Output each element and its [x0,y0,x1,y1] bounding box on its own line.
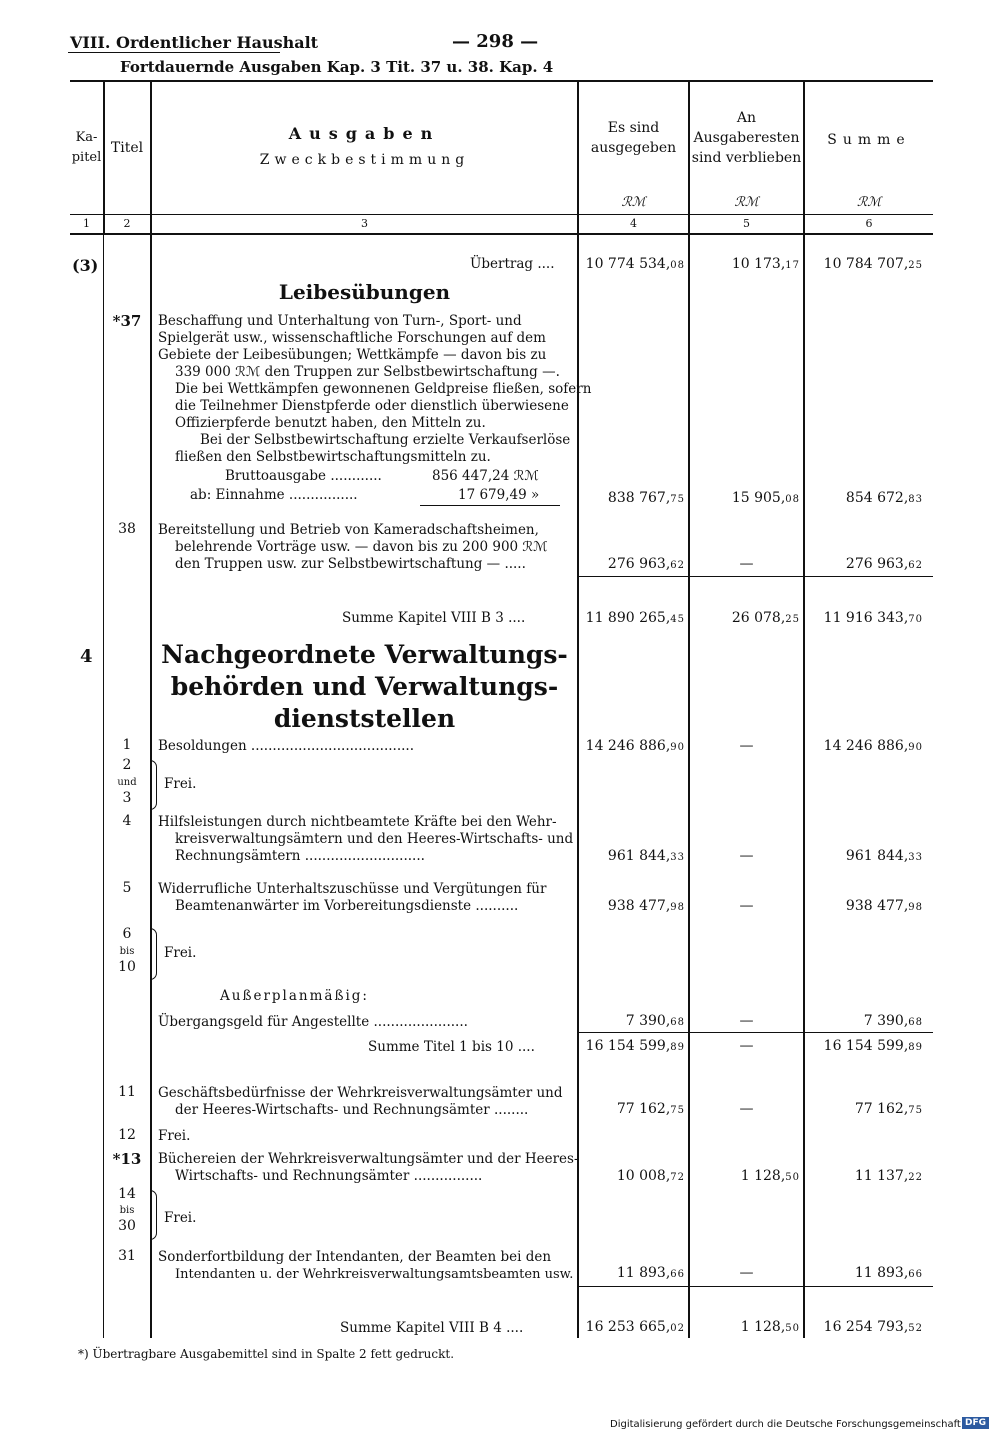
summe3-col4: 11 890 265,45 [585,610,685,626]
unit-col4: ℛℳ [621,195,646,210]
titel-11: 11 [118,1084,136,1100]
titel-2: 2 [122,757,132,773]
summe-t1-10-col6: 16 154 599,89 [823,1038,923,1054]
header-kapitel: Ka- pitel [71,130,102,165]
summe-t1-10-col4: 16 154 599,89 [585,1038,685,1054]
frei-2-3: Frei. [164,776,197,792]
t13-line-1: Büchereien der Wehrkreisverwaltungsämter und der Heeres- [158,1151,579,1167]
t37-col4: 838 767,75 [607,490,685,506]
brace-14-30 [150,1190,157,1240]
colnum-5: 5 [743,217,750,230]
header-zweck: Zweckbestimmung [259,152,470,168]
titel-10: 10 [118,959,136,975]
dfg-logo: DFG [962,1417,989,1429]
t4-col6: 961 844,33 [845,848,923,864]
t38-line-1: Bereitstellung und Betrieb von Kameradschaftsheimen, [158,522,539,538]
summe4-col5: 1 128,50 [740,1319,800,1335]
t37-line-9: fließen den Selbstbewirtschaftungsmitteln zu. [175,449,491,465]
sum3-rule [577,576,933,577]
summe4-col4: 16 253 665,02 [585,1319,685,1335]
t4-col5: — [739,848,754,864]
t5-col6: 938 477,98 [845,898,923,914]
t11-line-1: Geschäftsbedürfnisse der Wehrkreisverwaltungsämter und [158,1085,563,1101]
t11-line-2: der Heeres-Wirtschafts- und Rechnungsämter ........ [175,1102,529,1118]
t37-line-3: Gebiete der Leibesübungen; Wettkämpfe — davon bis zu [158,347,547,363]
colnum-3: 3 [361,217,368,230]
uebergang-col4: 7 390,68 [625,1013,685,1029]
brace-2-3 [150,760,157,810]
t1-col5: — [739,738,754,754]
t4-col4: 961 844,33 [607,848,685,864]
t38-col6: 276 963,62 [845,556,923,572]
frei-6-10: Frei. [164,945,197,961]
running-head-left: VIII. Ordentlicher Haushalt [70,33,319,52]
t11-col4: 77 162,75 [616,1101,685,1117]
brace-6-10 [150,928,157,980]
t31-line-2: Intendanten u. der Wehrkreisverwaltungsamtsbeamten usw. [175,1267,574,1282]
colnum-2: 2 [123,217,131,230]
colnum-1: 1 [83,217,90,230]
titel-31: 31 [118,1248,136,1264]
t13-col6: 11 137,22 [854,1168,923,1184]
einnahme-label: ab: Einnahme ................ [190,487,358,503]
einnahme-value: 17 679,49 » [458,487,540,503]
t31-col4: 11 893,66 [616,1265,685,1281]
t37-col5: 15 905,08 [731,490,800,506]
footnote: *) Übertragbare Ausgabemittel sind in Spalte 2 fett gedruckt. [78,1347,455,1361]
titel-13: *13 [112,1150,142,1168]
t5-line-1: Widerrufliche Unterhaltszuschüsse und Vergütungen für [158,881,547,897]
header-col5: An Ausgaberesten sind verblieben [691,110,802,166]
running-head-sub: Fortdauernde Ausgaben Kap. 3 Tit. 37 u. 38. Kap. 4 [120,58,554,76]
t5-col4: 938 477,98 [607,898,685,914]
dfg-credit: Digitalisierung gefördert durch die Deutsche Forschungsgemeinschaft [610,1419,961,1430]
t31-col5: — [739,1265,754,1281]
colnum-6: 6 [865,217,873,230]
titel-30: 30 [118,1218,136,1234]
summe-titel-rule [577,1032,933,1033]
sum4-rule [577,1286,933,1287]
brutto-label: Bruttoausgabe ............ [225,468,382,484]
section-nachgeordnete-2: behörden und Verwaltungs- [170,672,559,701]
titel-6: 6 [122,926,132,942]
t5-col5: — [739,898,754,914]
header-col6: Summe [827,132,911,148]
header-ausgaben: Ausgaben [288,124,441,143]
section-nachgeordnete-1: Nachgeordnete Verwaltungs- [161,640,568,669]
header-titel: Titel [110,140,144,156]
titel-bis-14-30: bis [119,1205,135,1216]
t38-line-2: belehrende Vorträge usw. — davon bis zu 200 900 ℛℳ [175,539,548,555]
t1-text: Besoldungen ...................................... [158,738,414,754]
uebergang-col5: — [739,1013,754,1029]
t31-col6: 11 893,66 [854,1265,923,1281]
unit-col6: ℛℳ [856,195,882,210]
t37-line-2: Spielgerät usw., wissenschaftliche Forschungen auf dem [158,330,546,346]
titel-14: 14 [118,1186,136,1202]
header-col4: Es sind ausgegeben [590,120,677,156]
uebertrag-col6: 10 784 707,25 [823,256,923,272]
t1-col6: 14 246 886,90 [823,738,923,754]
t37-line-5: Die bei Wettkämpfen gewonnenen Geldpreise fließen, sofern [175,381,592,397]
t37-line-8: Bei der Selbstbewirtschaftung erzielte Verkaufserlöse [200,432,571,448]
titel-und: und [117,777,137,788]
frei-12: Frei. [158,1128,191,1144]
t11-col5: — [739,1101,754,1117]
titel-38: 38 [118,521,136,537]
t4-line-2: kreisverwaltungsämtern und den Heeres-Wirtschafts- und [175,831,574,847]
uebertrag-label: Übertrag .... [470,256,555,272]
titel-37: *37 [112,312,142,330]
summe-titel-1-10-label: Summe Titel 1 bis 10 .... [368,1039,535,1055]
t31-line-1: Sonderfortbildung der Intendanten, der Beamten bei den [158,1249,552,1265]
t13-line-2: Wirtschafts- und Rechnungsämter ................ [175,1168,483,1184]
t13-col4: 10 008,72 [616,1168,685,1184]
kapitel-4: 4 [80,646,93,667]
kapitel-3: (3) [72,256,99,275]
summe-kapitel-4-label: Summe Kapitel VIII B 4 .... [340,1320,524,1336]
t38-line-3: den Truppen usw. zur Selbstbewirtschaftung — ..... [175,556,526,572]
section-nachgeordnete-3: dienststellen [273,704,456,733]
t11-col6: 77 162,75 [854,1101,923,1117]
t13-col5: 1 128,50 [740,1168,800,1184]
frei-14-30: Frei. [164,1210,197,1226]
uebertrag-col5: 10 173,17 [731,256,800,272]
summe3-col5: 26 078,25 [731,610,800,626]
summe4-col6: 16 254 793,52 [823,1319,923,1335]
t4-line-1: Hilfsleistungen durch nichtbeamtete Kräfte bei den Wehr- [158,814,557,830]
summe-t1-10-col5: — [739,1038,754,1054]
titel-3: 3 [122,790,132,806]
einnahme-underline [420,505,560,506]
t37-line-4: 339 000 ℛℳ den Truppen zur Selbstbewirtschaftung —. [175,364,560,380]
t5-line-2: Beamtenanwärter im Vorbereitungsdienste .......... [175,898,519,914]
titel-12: 12 [118,1127,136,1143]
t38-col5: — [739,556,754,572]
t4-line-3: Rechnungsämtern ............................ [175,848,425,864]
titel-5: 5 [122,880,132,896]
uebergangsgeld-text: Übergangsgeld für Angestellte ...................... [158,1014,468,1030]
titel-4: 4 [122,813,132,829]
uebertrag-col4: 10 774 534,08 [585,256,685,272]
t37-line-1: Beschaffung und Unterhaltung von Turn-, Sport- und [158,313,522,329]
uebergang-col6: 7 390,68 [863,1013,923,1029]
section-leibesuebungen: Leibesübungen [278,280,451,304]
colnum-4: 4 [630,217,637,230]
t37-col6: 854 672,83 [845,490,923,506]
titel-bis-6-10: bis [119,946,135,957]
t37-line-6: die Teilnehmer Dienstpferde oder dienstlich überwiesene [175,398,569,414]
ausserplanmaessig: Außerplanmäßig: [220,988,369,1004]
unit-col5: ℛℳ [734,195,759,210]
t1-col4: 14 246 886,90 [585,738,685,754]
summe-kapitel-3-label: Summe Kapitel VIII B 3 .... [342,610,526,626]
titel-1: 1 [122,737,132,753]
summe3-col6: 11 916 343,70 [823,610,923,626]
t38-col4: 276 963,62 [607,556,685,572]
t37-line-7: Offizierpferde benutzt haben, den Mitteln zu. [175,415,486,431]
running-head-underline [68,52,280,53]
page-number: — 298 — [452,31,539,52]
brutto-value: 856 447,24 ℛℳ [432,468,539,484]
